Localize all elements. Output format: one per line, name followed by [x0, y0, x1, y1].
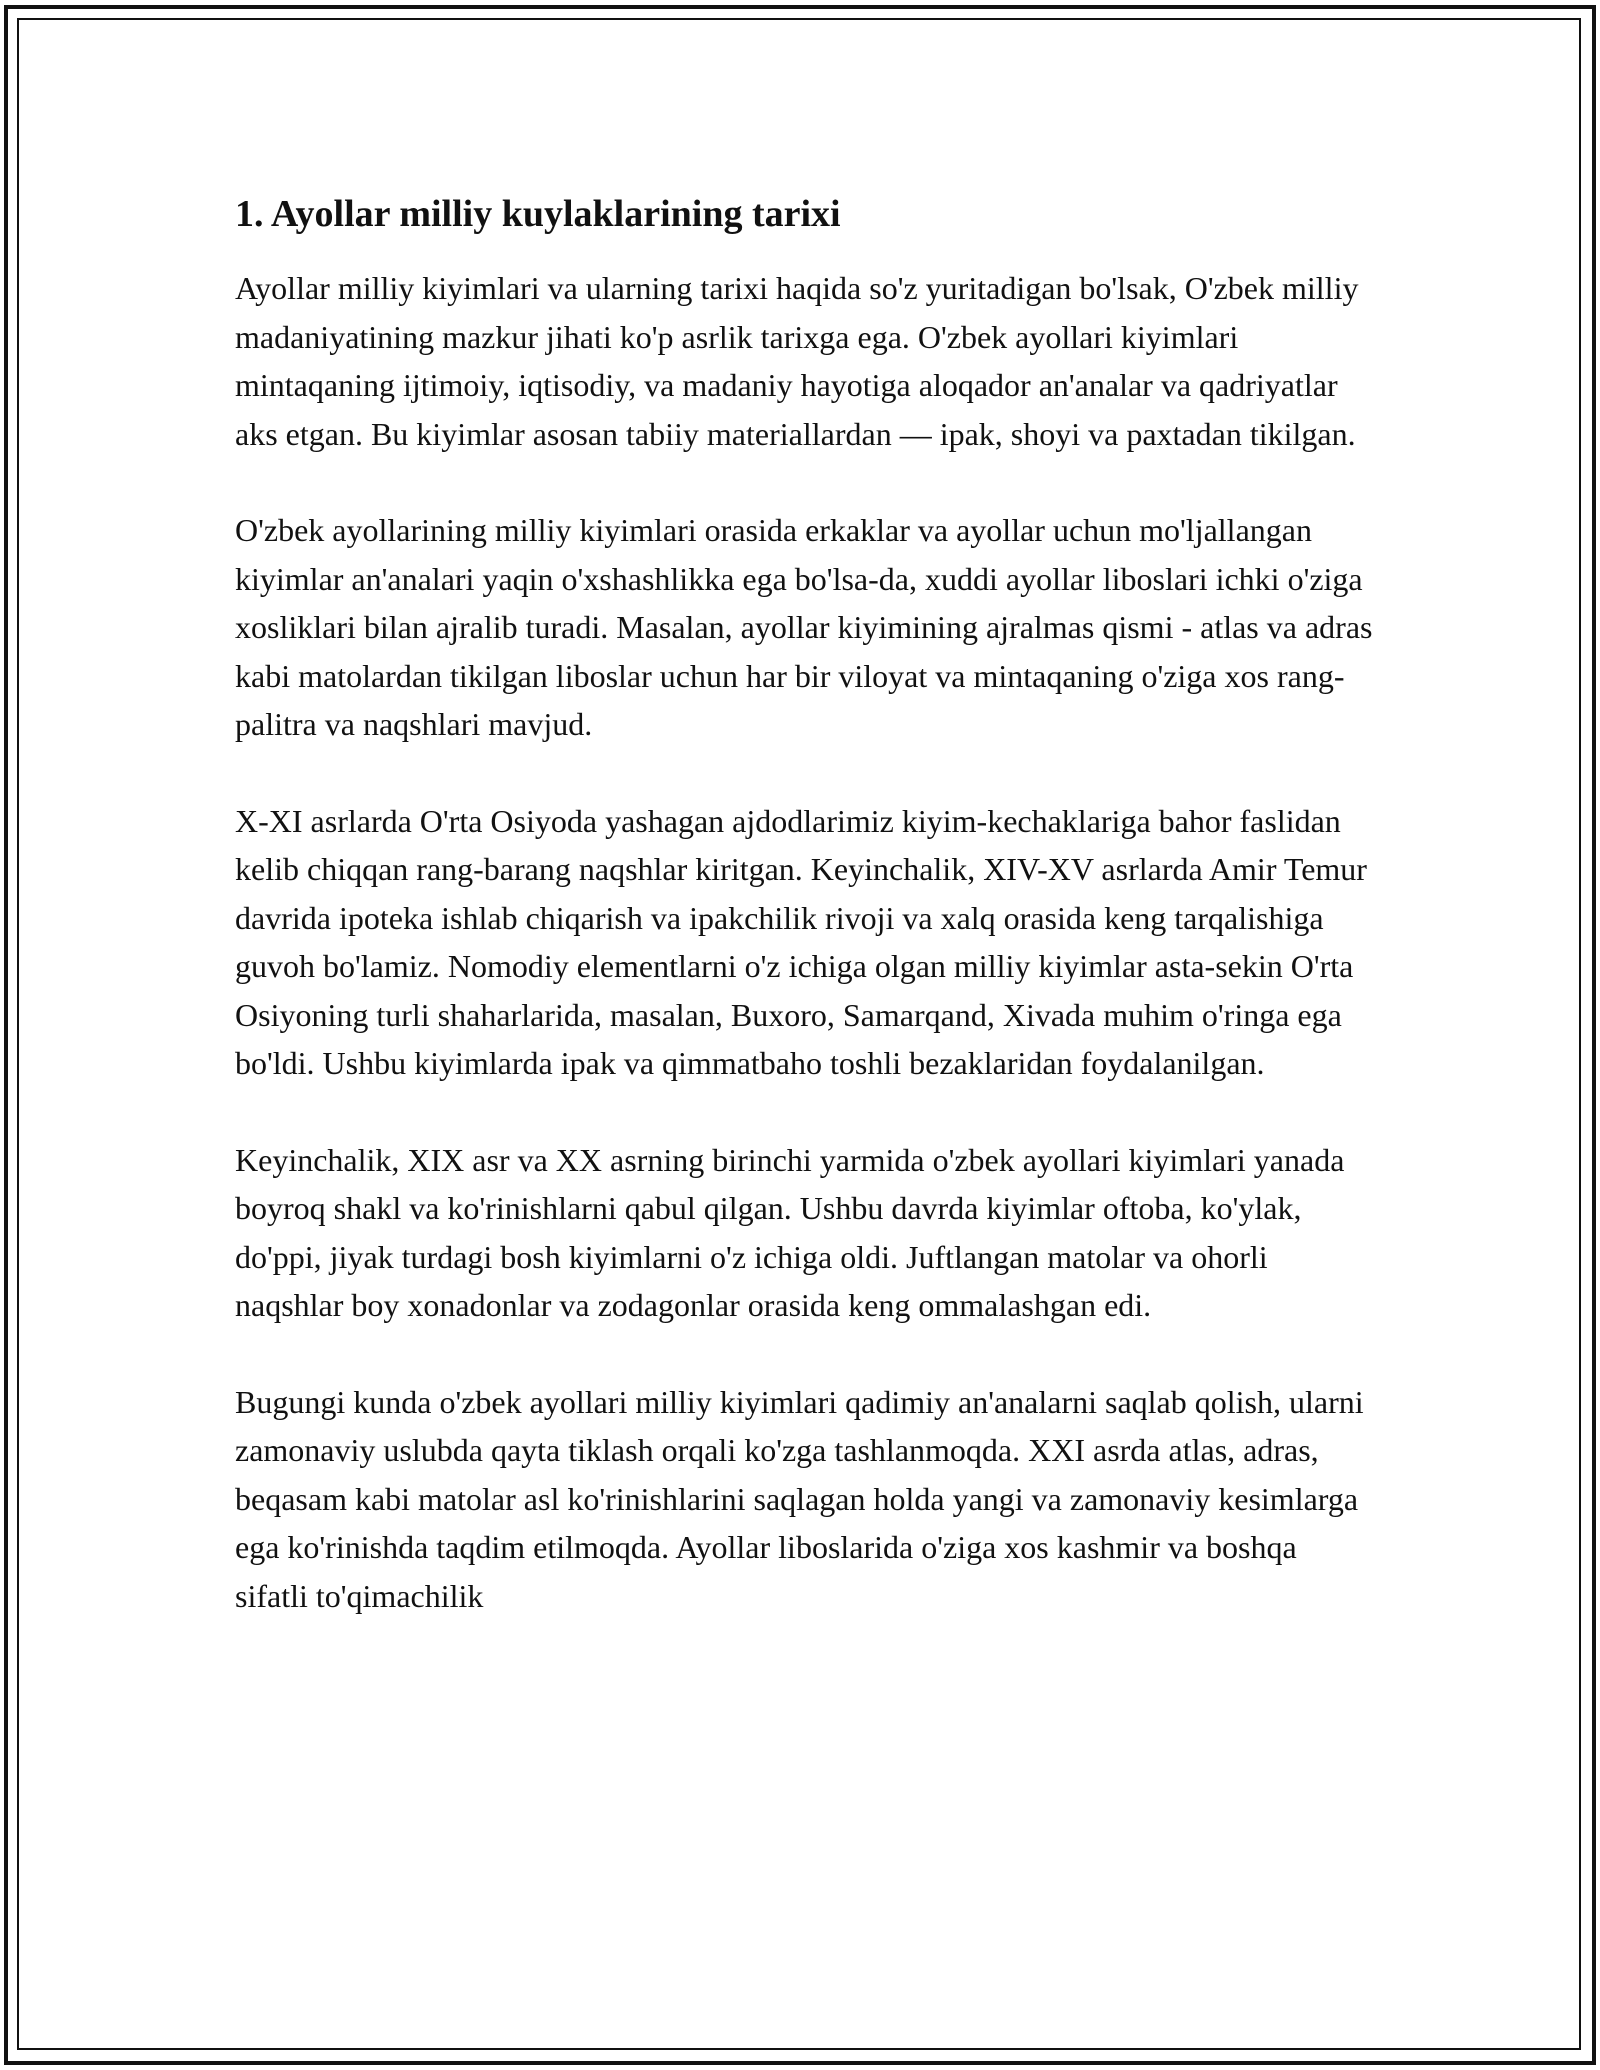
paragraph-1: Ayollar milliy kiyimlari va ularning tarixi haqida so'z yuritadigan bo'lsak, O'zbek milliy madaniyatining mazkur jihati ko'p asrlik tarixga ega. O'zbek ayollari kiyimlari mintaqaning ijtimoiy, iqtisodiy, va madaniy hayotiga aloqador an'analar va qadriyatlar aks etgan. Bu kiyimlar asosan tabiiy materiallardan — ipak, shoyi va paxtadan tikilgan.: [235, 270, 1359, 452]
paragraph-3: X-XI asrlarda O'rta Osiyoda yashagan ajdodlarimiz kiyim-kechaklariga bahor faslidan kelib chiqqan rang-barang naqshlar kiritgan. Keyinchalik, XIV-XV asrlarda Amir Temur davrida ipoteka ishlab chiqarish va ipakchilik rivoji va xalq orasida keng tarqalishiga guvoh bo'lamiz. Nomodiy elementlarni o'z ichiga olgan milliy kiyimlar asta-sekin O'rta Osiyoning turli shaharlarida, masalan, Buxoro, Samarqand, Xivada muhim o'ringa ega bo'ldi. Ushbu kiyimlarda ipak va qimmatbaho toshli bezaklaridan foydalanilgan.: [235, 802, 1367, 1081]
paragraph-5: Bugungi kunda o'zbek ayollari milliy kiyimlari qadimiy an'analarni saqlab qolish, ularni zamonaviy uslubda qayta tiklash orqali ko'zga tashlanmoqda. XXI asrda atlas, adras, beqasam kabi matolar asl ko'rinishlarini saqlagan holda yangi va zamonaviy kesimlarga ega ko'rinishda taqdim etilmoqda. Ayollar liboslarida o'ziga xos kashmir va boshqa sifatli to'qimachilik: [235, 1383, 1364, 1614]
document-body: [235, 186, 1375, 1620]
section-heading: 1. Ayollar milliy kuylaklarining tarixi: [235, 193, 841, 235]
paragraph-4: Keyinchalik, XIX asr va XX asrning birinchi yarmida o'zbek ayollari kiyimlari yanada boyroq shakl va ko'rinishlarni qabul qilgan. Ushbu davrda kiyimlar oftoba, ko'ylak, do'ppi, jiyak turdagi bosh kiyimlarni o'z ichiga oldi. Juftlangan matolar va ohorli naqshlar boy xonadonlar va zodagonlar orasida keng ommalashgan edi.: [235, 1141, 1345, 1323]
paragraph-2: O'zbek ayollarining milliy kiyimlari orasida erkaklar va ayollar uchun mo'ljallangan kiyimlar an'analari yaqin o'xshashlikka ega bo'lsa-da, xuddi ayollar liboslari ichki o'ziga xosliklari bilan ajralib turadi. Masalan, ayollar kiyimining ajralmas qismi - atlas va adras kabi matolardan tikilgan liboslar uchun har bir viloyat va mintaqaning o'ziga xos rang-palitra va naqshlari mavjud.: [235, 512, 1373, 742]
